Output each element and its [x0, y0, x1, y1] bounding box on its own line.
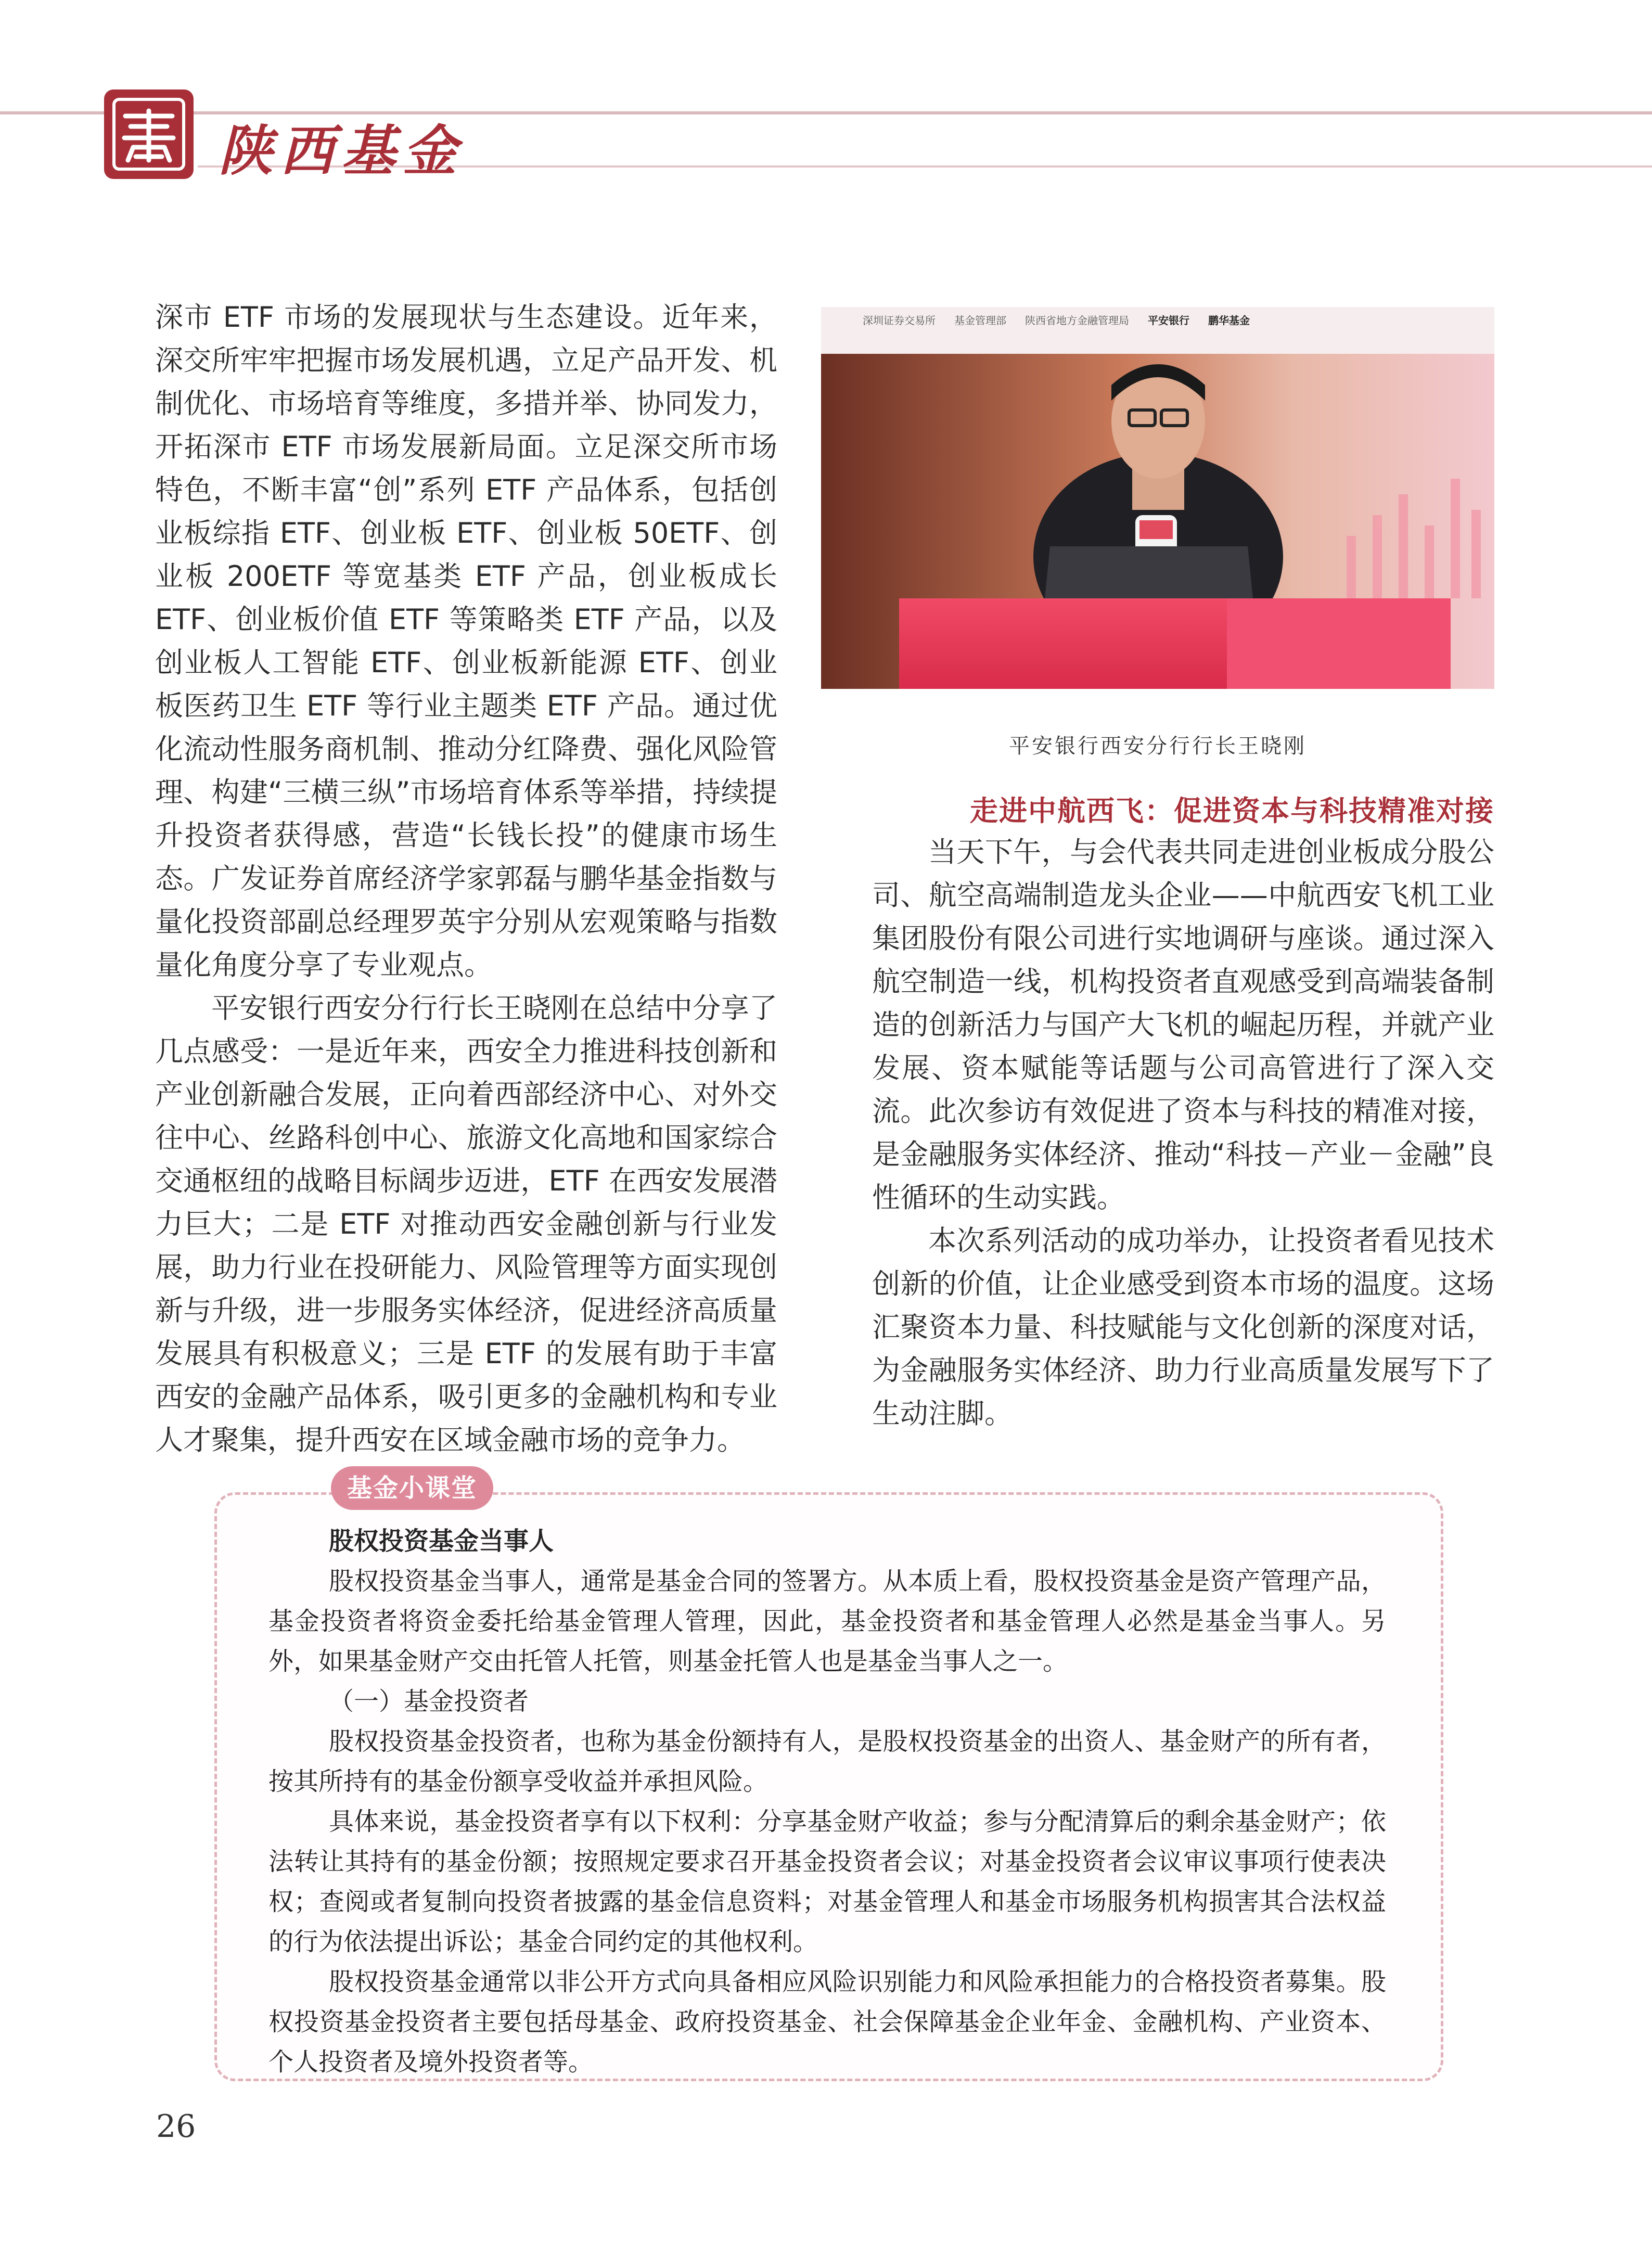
right-paragraph-2: 本次系列活动的成功举办，让投资者看见技术创新的价值，让企业感受到资本市场的温度。这场汇聚资本力量、科技赋能与文化创新的深度对话，为金融服务实体经济、助力行业高质量发展写下了生动注脚。	[872, 1224, 1494, 1430]
right-paragraph-1: 当天下午，与会代表共同走进创业板成分股公司、航空高端制造龙头企业——中航西安飞机工业集团股份有限公司进行实地调研与座谈。通过深入航空制造一线，机构投资者直观感受到高端装备制造的创新活力与国产大飞机的崛起历程，并就产业发展、资本赋能等话题与公司高管进行了深入交流。此次参访有效促进了资本与科技的精准对接，是金融服务实体经济、推动“科技－产业－金融”良性循环的生动实践。	[872, 836, 1494, 1214]
left-paragraph-2: 平安银行西安分行行长王晓刚在总结中分享了几点感受：一是近年来，西安全力推进科技创新和产业创新融合发展，正向着西部经济中心、对外交往中心、丝路科创中心、旅游文化高地和国家综合交通枢纽的战略目标阔步迈进，ETF 在西安发展潜力巨大；二是 ETF 对推动西安金融创新与行业发展，助力行业在投研能力、风险管理等方面实现创新与升级，进一步服务实体经济，促进经济高质量发展具有积极意义；三是 ETF 的发展有助于丰富西安的金融产品体系，吸引更多的金融机构和专业人才聚集，提升西安在区域金融市场的竞争力。	[155, 992, 777, 1456]
seal-logo-icon	[104, 89, 194, 179]
photo-caption: 平安银行西安分行行长王晓刚	[1009, 734, 1307, 758]
banner-logo-1: 深圳证券交易所	[863, 314, 936, 327]
page-number: 26	[156, 2108, 196, 2145]
classroom-paragraph-2: 股权投资基金投资者，也称为基金份额持有人，是股权投资基金的出资人、基金财产的所有者，按其所持有的基金份额享受收益并承担风险。	[268, 1727, 1386, 1796]
photo-banner	[863, 312, 1250, 327]
banner-logo-5: 鹏华基金	[1208, 314, 1250, 327]
classroom-title: 股权投资基金当事人	[329, 1527, 554, 1556]
classroom-tag: 基金小课堂	[331, 1466, 493, 1510]
banner-logo-4: 平安银行	[1148, 314, 1189, 327]
left-column	[155, 296, 777, 1462]
banner-logo-3: 陕西省地方金融管理局	[1025, 314, 1129, 327]
classroom-paragraph-1: 股权投资基金当事人，通常是基金合同的签署方。从本质上看，股权投资基金是资产管理产品，基金投资者将资金委托给基金管理人管理，因此，基金投资者和基金管理人必然是基金当事人。另外，如果基金财产交由托管人托管，则基金托管人也是基金当事人之一。	[268, 1567, 1386, 1676]
right-column	[872, 830, 1494, 1435]
section-title: 走进中航西飞：促进资本与科技精准对接	[970, 795, 1494, 827]
classroom-paragraph-3: 具体来说，基金投资者享有以下权利：分享基金财产收益；参与分配清算后的剩余基金财产；依法转让其持有的基金份额；按照规定要求召开基金投资者会议；对基金投资者会议审议事项行使表决权；查阅或者复制向投资者披露的基金信息资料；对基金管理人和基金市场服务机构损害其合法权益的行为依法提出诉讼；基金合同约定的其他权利。	[268, 1807, 1386, 1956]
classroom-subheading: （一）基金投资者	[329, 1687, 529, 1716]
speaker-photo	[821, 307, 1494, 689]
classroom-text	[268, 1521, 1386, 2082]
magazine-brand: 陕西基金	[219, 119, 465, 183]
banner-logo-2: 基金管理部	[954, 314, 1006, 327]
classroom-paragraph-4: 股权投资基金通常以非公开方式向具备相应风险识别能力和风险承担能力的合格投资者募集。股权投资基金投资者主要包括母基金、政府投资基金、社会保障基金企业年金、金融机构、产业资本、个人投资者及境外投资者等。	[268, 1967, 1386, 2077]
left-paragraph-1: 深市 ETF 市场的发展现状与生态建设。近年来，深交所牢牢把握市场发展机遇，立足产品开发、机制优化、市场培育等维度，多措并举、协同发力，开拓深市 ETF 市场发展新局面。立足深交所市场特色，不断丰富“创”系列 ETF 产品体系，包括创业板综指 ETF、创业板 ETF、创业板 50ETF、创业板 200ETF 等宽基类 ETF 产品，创业板成长 ETF、创业板价值 ETF 等策略类 ETF 产品，以及创业板人工智能 ETF、创业板新能源 ETF、创业板医药卫生 ETF 等行业主题类 ETF 产品。通过优化流动性服务商机制、推动分红降费、强化风险管理、构建“三横三纵”市场培育体系等举措，持续提升投资者获得感，营造“长钱长投”的健康市场生态。广发证券首席经济学家郭磊与鹏华基金指数与量化投资部副总经理罗英宇分别从宏观策略与指数量化角度分享了专业观点。	[155, 301, 777, 981]
